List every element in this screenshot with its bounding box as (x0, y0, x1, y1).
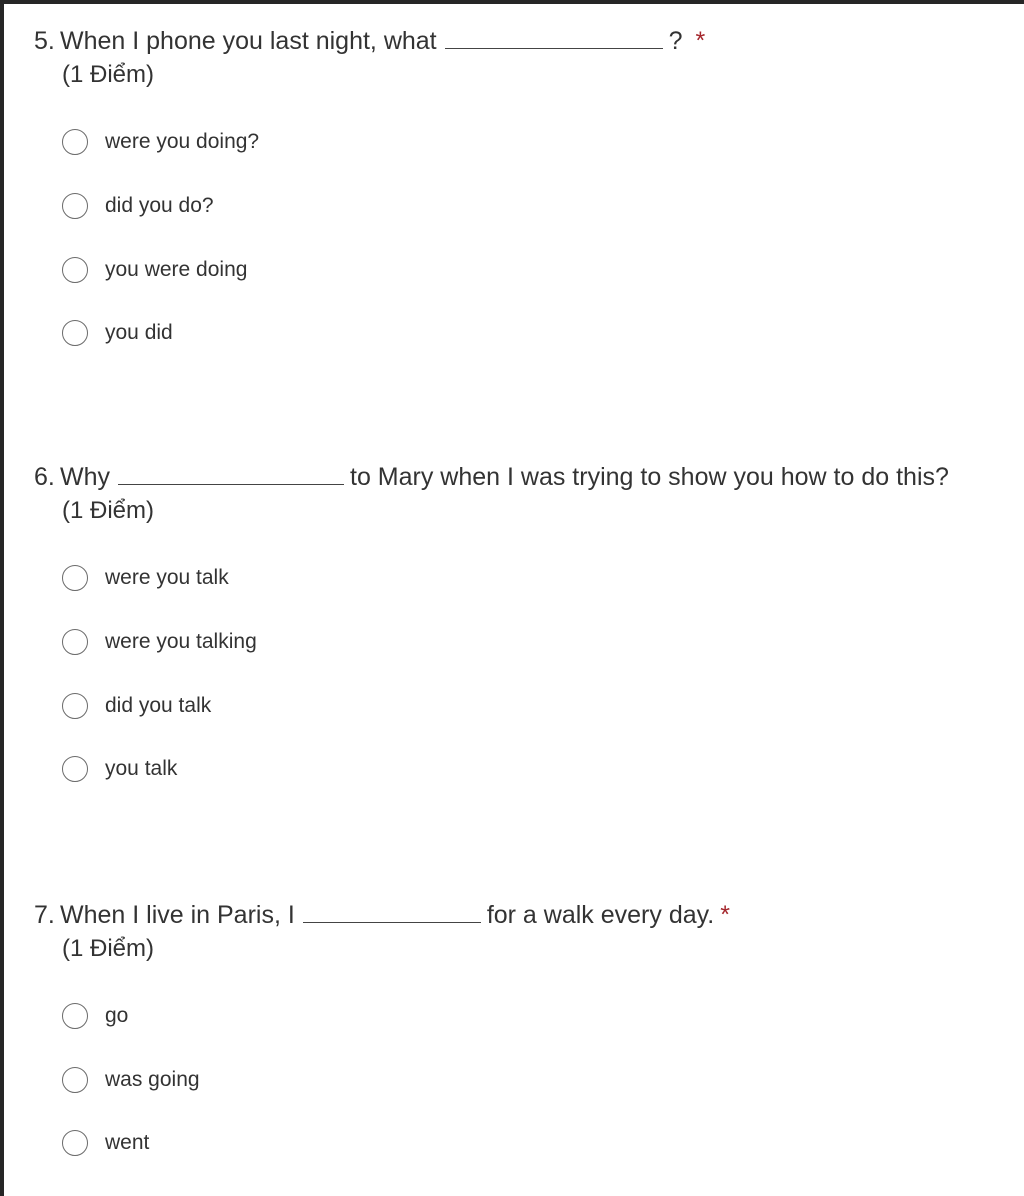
question-title (34, 900, 730, 930)
question-text-before: When I phone you last night, what (60, 27, 437, 55)
question-points: (1 Điểm) (62, 61, 155, 88)
radio-button[interactable] (62, 756, 88, 782)
question-points: (1 Điểm) (62, 497, 155, 524)
answer-option[interactable] (62, 126, 259, 158)
question-text-after: ? (668, 27, 690, 55)
required-mark: * (695, 27, 706, 55)
answer-option[interactable] (62, 562, 229, 594)
answer-blank (303, 900, 481, 923)
answer-option[interactable] (62, 753, 177, 785)
question-text-before: Why (60, 463, 110, 491)
question-number: 5. (34, 27, 55, 55)
option-label: were you talking (105, 630, 257, 653)
answer-blank (445, 26, 663, 49)
question-text-after: for a walk every day. (486, 901, 715, 929)
question-text-before: When I live in Paris, I (60, 901, 295, 929)
answer-option[interactable] (62, 254, 247, 286)
option-label: you did (105, 321, 173, 344)
option-label: were you doing? (105, 130, 260, 153)
radio-button[interactable] (62, 257, 88, 283)
answer-option[interactable] (62, 317, 173, 349)
radio-button[interactable] (62, 693, 88, 719)
answer-option[interactable] (62, 1127, 149, 1159)
radio-button[interactable] (62, 629, 88, 655)
option-label: did you talk (105, 694, 212, 717)
radio-button[interactable] (62, 1003, 88, 1029)
radio-button[interactable] (62, 193, 88, 219)
question-text-after: to Mary when I was trying to show you how to do this? (350, 463, 949, 491)
radio-button[interactable] (62, 129, 88, 155)
option-label: you were doing (105, 258, 248, 281)
required-mark: * (720, 901, 730, 929)
answer-option[interactable] (62, 1000, 128, 1032)
answer-option[interactable] (62, 690, 211, 722)
answer-option[interactable] (62, 626, 257, 658)
question-points: (1 Điểm) (62, 935, 155, 962)
answer-option[interactable] (62, 190, 214, 222)
question-number: 6. (34, 463, 55, 491)
question-title (34, 462, 949, 492)
question-title (34, 26, 705, 56)
option-label: go (105, 1004, 129, 1027)
option-label: were you talk (105, 566, 229, 589)
question-number: 7. (34, 901, 55, 929)
radio-button[interactable] (62, 565, 88, 591)
radio-button[interactable] (62, 320, 88, 346)
answer-option[interactable] (62, 1064, 200, 1096)
option-label: did you do? (105, 194, 214, 217)
option-label: was going (105, 1068, 200, 1091)
option-label: you talk (105, 757, 178, 780)
form-page (4, 4, 1024, 1196)
radio-button[interactable] (62, 1067, 88, 1093)
answer-blank (118, 462, 344, 485)
radio-button[interactable] (62, 1130, 88, 1156)
option-label: went (105, 1131, 150, 1154)
